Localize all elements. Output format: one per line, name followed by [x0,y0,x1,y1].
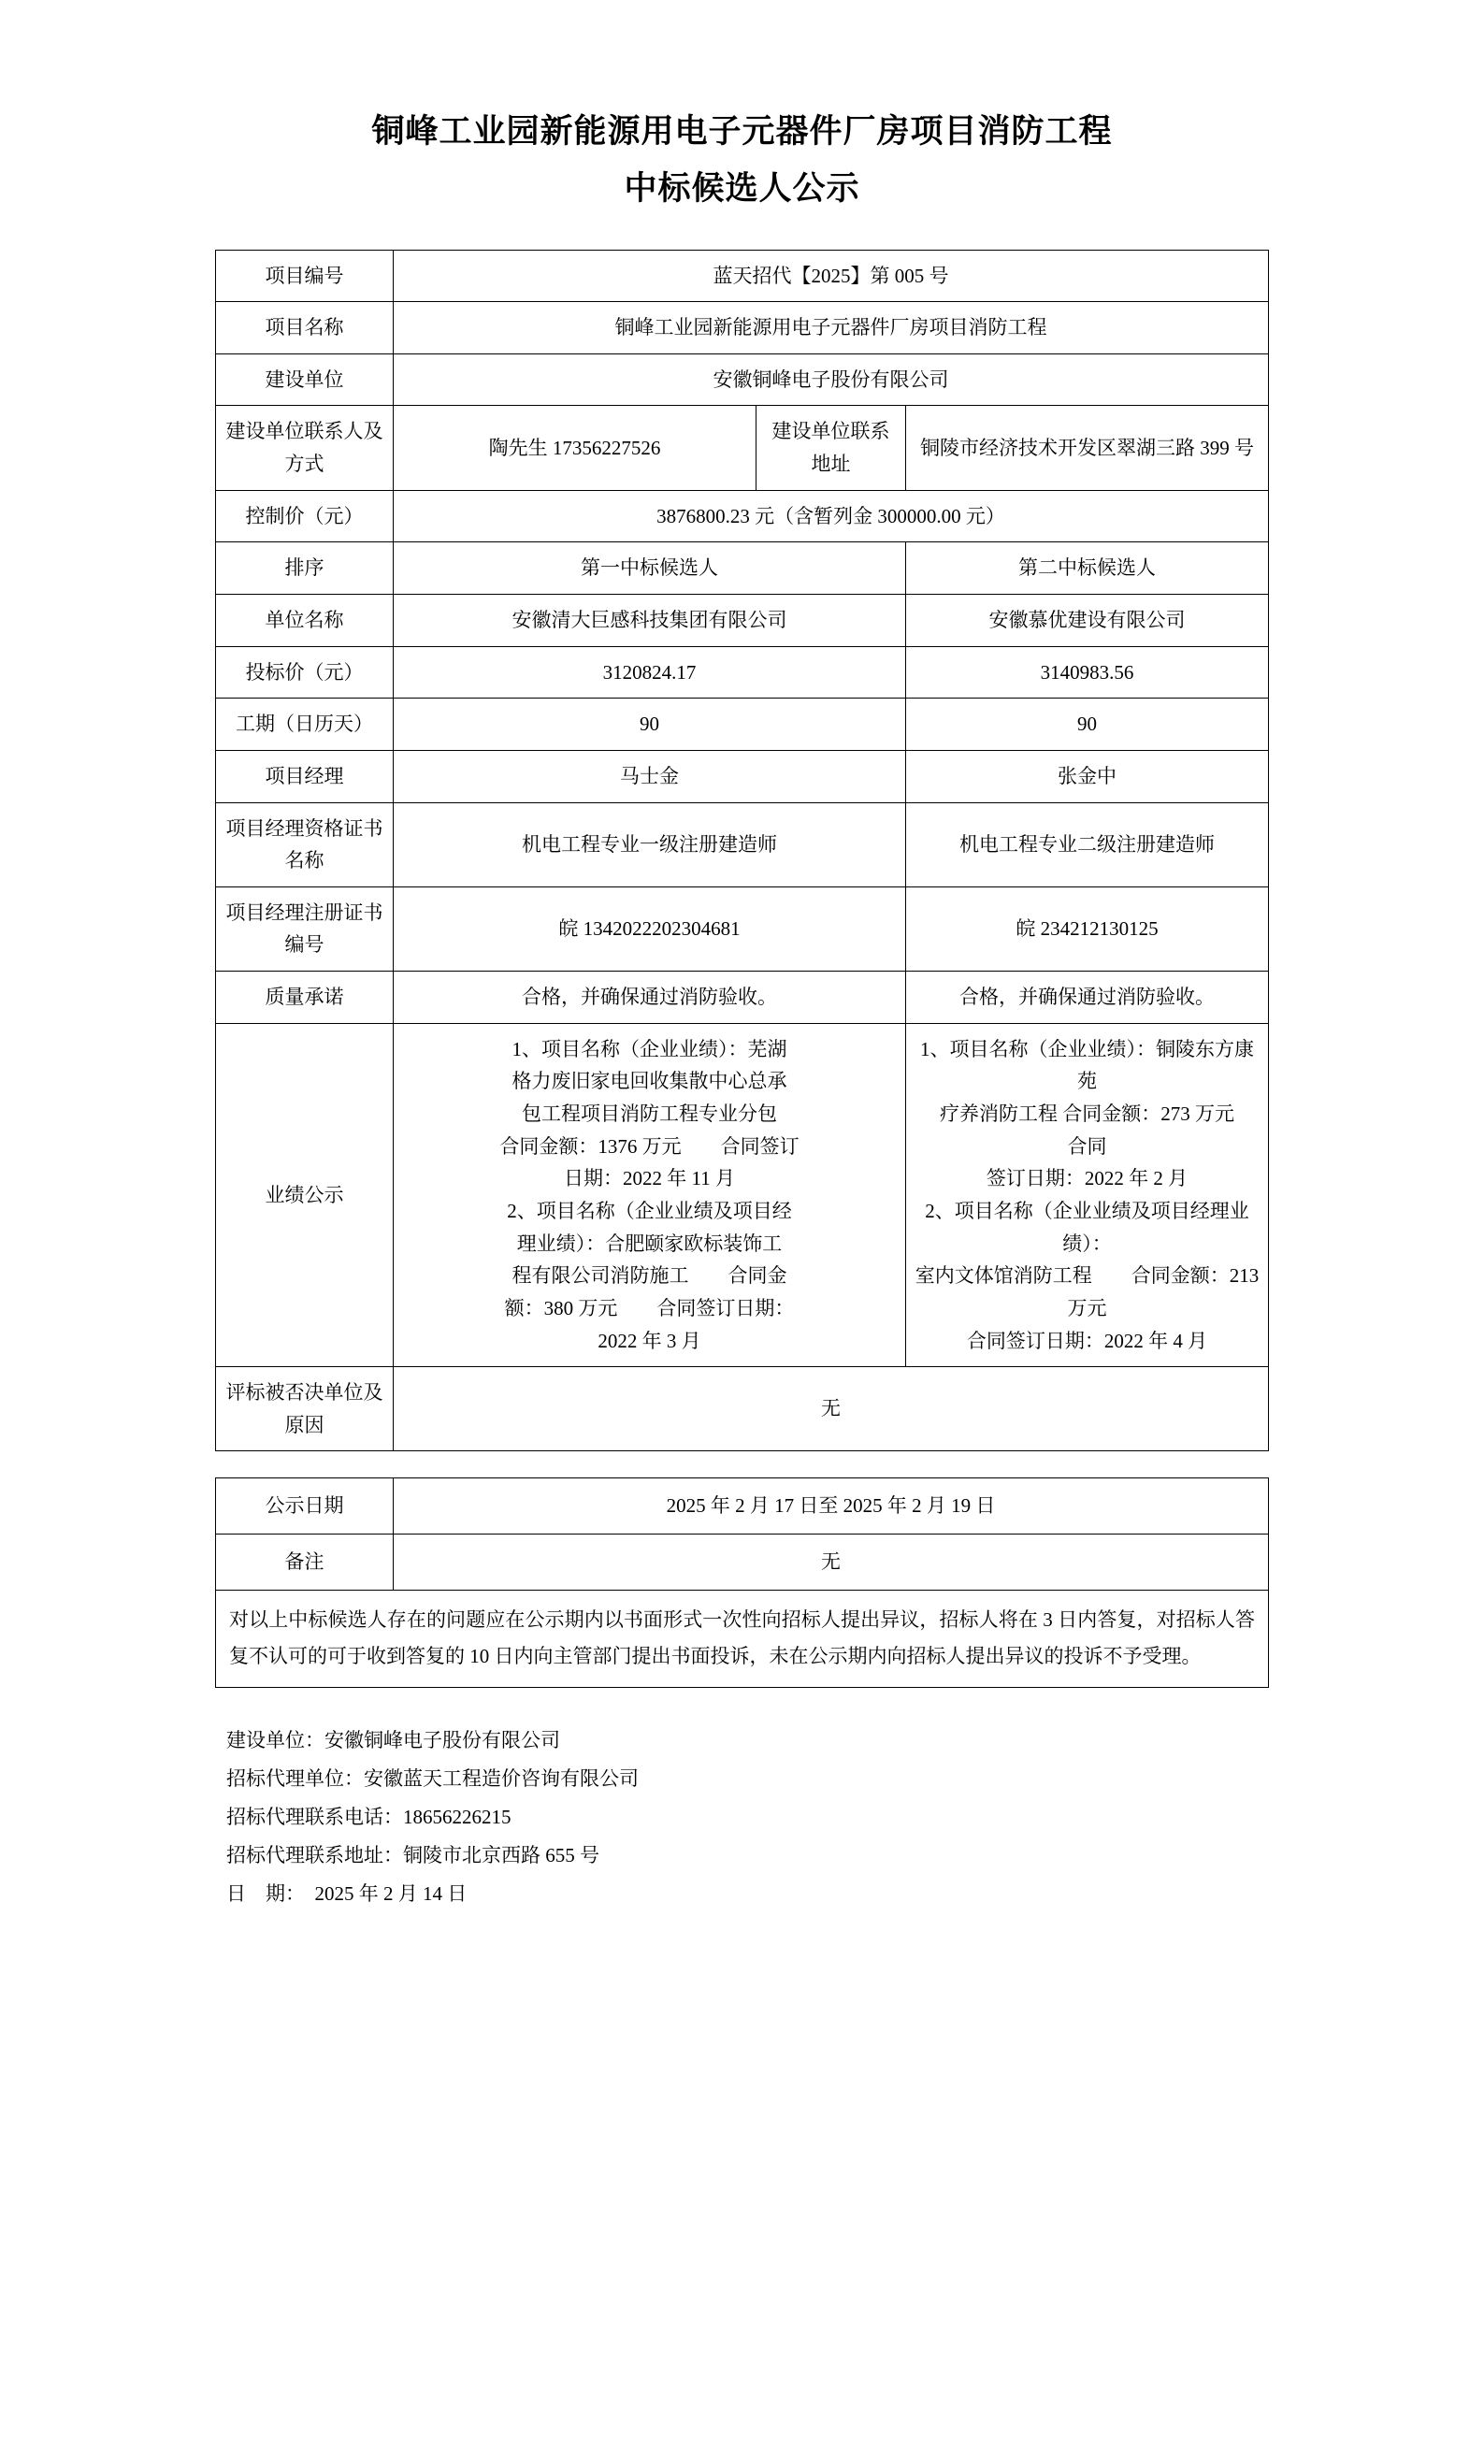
duration-second: 90 [906,699,1269,751]
table-row [216,353,1269,406]
company-first: 安徽清大巨感科技集团有限公司 [394,594,906,646]
quality-label: 质量承诺 [216,972,394,1024]
veto-value: 无 [394,1367,1269,1451]
control-price-value: 3876800.23 元（含暂列金 300000.00 元） [394,490,1269,542]
cert-name-first: 机电工程专业一级注册建造师 [394,802,906,886]
rank-label: 排序 [216,542,394,595]
performance-line: 2022 年 3 月 [598,1329,701,1352]
footer-agent-address: 招标代理联系地址：铜陵市北京西路 655 号 [226,1844,599,1867]
performance-line: 2、项目名称（企业业绩及项目经 [507,1199,792,1222]
manager-first: 马士金 [394,750,906,802]
quality-first: 合格，并确保通过消防验收。 [394,972,906,1024]
address-value: 铜陵市经济技术开发区翠湖三路 399 号 [906,406,1269,490]
performance-line: 疗养消防工程 合同金额：273 万元 合同 [940,1102,1274,1158]
table-row [216,646,1269,699]
performance-line: 日期：2022 年 11 月 [564,1167,735,1190]
quality-second: 合格，并确保通过消防验收。 [906,972,1269,1024]
owner-value: 安徽铜峰电子股份有限公司 [394,353,1269,406]
company-label: 单位名称 [216,594,394,646]
publicity-table [215,1477,1269,1590]
table-row [216,886,1269,971]
footer-agent: 招标代理单位：安徽蓝天工程造价咨询有限公司 [226,1767,639,1791]
project-no-label: 项目编号 [216,250,394,302]
cert-no-label: 项目经理注册证书编号 [216,886,394,971]
publicity-date-label: 公示日期 [216,1478,394,1535]
manager-second: 张金中 [906,750,1269,802]
rank-first-candidate: 第一中标候选人 [394,542,906,595]
table-row [216,1023,1269,1366]
performance-first [394,1023,906,1366]
performance-line: 合同金额：1376 万元 合同签订 [499,1134,800,1158]
remark-label: 备注 [216,1535,394,1591]
performance-line: 理业绩）：合肥颐家欧标装饰工 [516,1232,783,1255]
performance-line: 格力废旧家电回收集散中心总承 [511,1070,787,1093]
performance-second [906,1023,1274,1366]
table-row [216,972,1269,1024]
performance-line: 室内文体馆消防工程 合同金额：213 万元 [915,1264,1260,1319]
performance-line: 合同签订日期：2022 年 4 月 [966,1329,1208,1352]
table-row [216,802,1269,886]
performance-line: 程有限公司消防施工 合同金 [511,1264,787,1288]
duration-label: 工期（日历天） [216,699,394,751]
owner-label: 建设单位 [216,353,394,406]
cert-name-second: 机电工程专业二级注册建造师 [906,802,1269,886]
objection-notice: 对以上中标候选人存在的问题应在公示期内以书面形式一次性向招标人提出异议，招标人将在 3 日内答复，对招标人答复不认可的可于收到答复的 10 日内向主管部门提出书面投诉，未在公示期内向招标人提出异议的投诉不予受理。 [215,1591,1269,1689]
page-title [215,103,1269,218]
page-title-line1: 铜峰工业园新能源用电子元器件厂房项目消防工程 [371,113,1113,150]
table-row [216,542,1269,595]
performance-line: 包工程项目消防工程专业分包 [522,1102,777,1126]
performance-line: 额：380 万元 合同签订日期： [504,1296,795,1319]
table-row [216,490,1269,542]
table-row [216,699,1269,751]
bid-price-first: 3120824.17 [394,646,906,699]
control-price-label: 控制价（元） [216,490,394,542]
company-second: 安徽慕优建设有限公司 [906,594,1269,646]
contact-label: 建设单位联系人及方式 [216,406,394,490]
page-title-line2: 中标候选人公示 [624,170,860,208]
bid-price-label: 投标价（元） [216,646,394,699]
table-row [216,750,1269,802]
remark-value: 无 [394,1535,1269,1591]
candidate-info-table [215,250,1274,1452]
performance-label: 业绩公示 [216,1023,394,1366]
manager-label: 项目经理 [216,750,394,802]
project-no-value: 蓝天招代【2025】第 005 号 [394,250,1269,302]
table-row [216,250,1269,302]
table-row [216,1478,1269,1535]
table-row [216,302,1269,354]
performance-line: 1、项目名称（企业业绩）：铜陵东方康苑 [920,1037,1254,1093]
footer-block [215,1722,1269,1913]
table-row [216,406,1269,490]
publicity-date-value: 2025 年 2 月 17 日至 2025 年 2 月 19 日 [394,1478,1269,1535]
table-row [216,594,1269,646]
contact-value: 陶先生 17356227526 [394,406,756,490]
performance-line: 2、项目名称（企业业绩及项目经理业绩）： [925,1199,1249,1255]
performance-line: 签订日期：2022 年 2 月 [986,1167,1189,1190]
cert-name-label: 项目经理资格证书名称 [216,802,394,886]
footer-agent-phone: 招标代理联系电话：18656226215 [226,1806,511,1829]
table-row [216,1535,1269,1591]
table-row [216,1367,1269,1451]
project-name-value: 铜峰工业园新能源用电子元器件厂房项目消防工程 [394,302,1269,354]
performance-line: 1、项目名称（企业业绩）：芜湖 [511,1037,787,1060]
cert-no-first: 皖 1342022202304681 [394,886,906,971]
bid-price-second: 3140983.56 [906,646,1269,699]
rank-second-candidate: 第二中标候选人 [906,542,1269,595]
cert-no-second: 皖 234212130125 [906,886,1269,971]
veto-label: 评标被否决单位及原因 [216,1367,394,1451]
footer-owner: 建设单位：安徽铜峰电子股份有限公司 [226,1729,560,1752]
duration-first: 90 [394,699,906,751]
project-name-label: 项目名称 [216,302,394,354]
address-label: 建设单位联系地址 [756,406,906,490]
footer-date: 日 期： 2025 年 2 月 14 日 [226,1882,468,1906]
